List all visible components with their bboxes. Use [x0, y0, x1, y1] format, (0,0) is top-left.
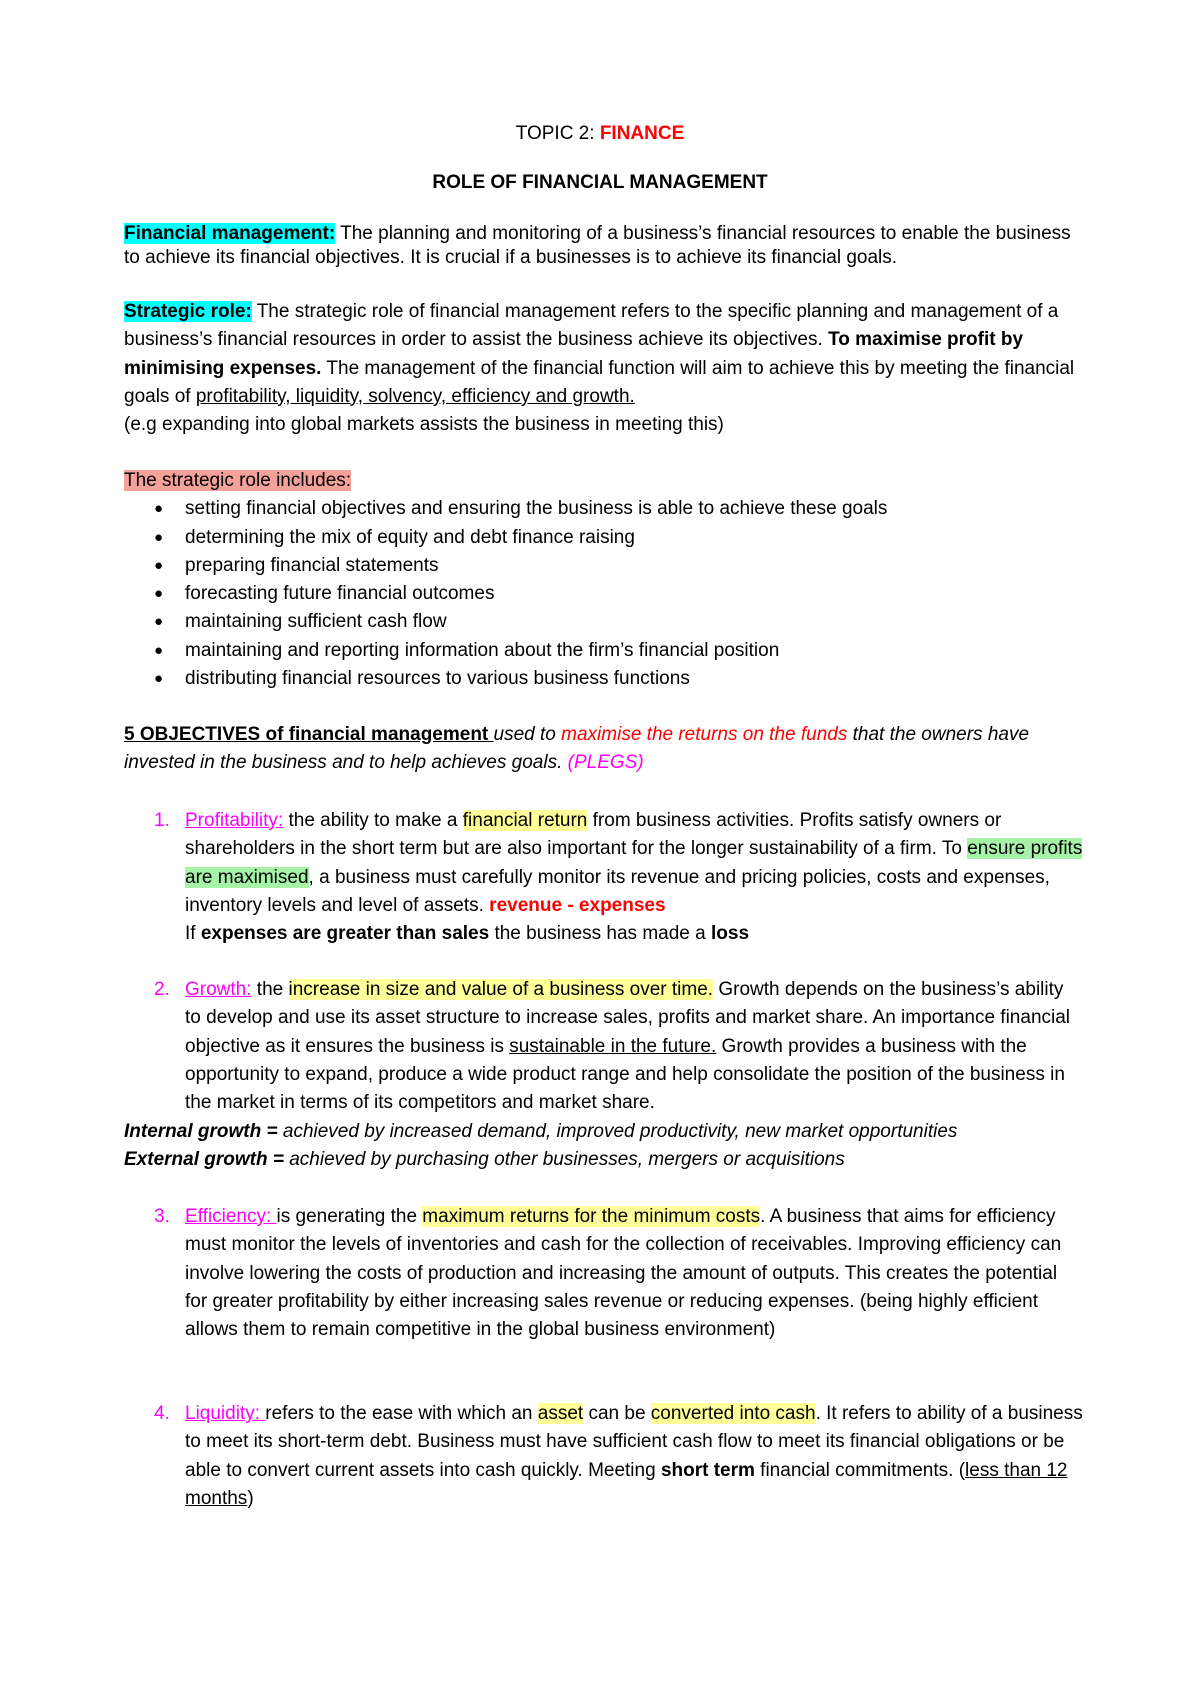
internal-growth-label: Internal growth = [124, 1121, 278, 1142]
bullet-icon: ● [154, 585, 164, 603]
external-growth-text: achieved by purchasing other businesses, mergers or acquisitions [283, 1149, 845, 1171]
topic-title [0, 123, 1200, 145]
bullet-icon: ● [154, 528, 164, 546]
list-item [124, 637, 1084, 665]
strategic-role-label: Strategic role: [124, 301, 252, 322]
objective-label: Growth: [185, 979, 252, 1000]
bold-short-term: short term [660, 1459, 755, 1481]
objective-number: 3. [154, 1206, 170, 1227]
underline-text: sustainable in the future. [509, 1035, 717, 1057]
internal-growth-text: achieved by increased demand, improved productivity, new market opportunities [277, 1121, 958, 1142]
definition-label: Financial management: [124, 223, 336, 244]
highlight-text: financial return [462, 810, 588, 831]
text-loss: loss [711, 923, 750, 945]
bullet-icon: ● [154, 641, 164, 659]
text-b: from business activities. Profits satisfy owners or shareholders in the short term but are also important for the longer sustainability of a firm. To [185, 810, 1002, 860]
strategic-text-1: The strategic role of financial management refers to the specific planning and management of a business’s financial resources in order to assist the business achieve its objectives. [124, 301, 1059, 351]
strategic-goals: profitability, liquidity, solvency, efficiency and growth. [195, 385, 635, 407]
text-d-bold: expenses are greater than sales [200, 923, 490, 945]
growth-types [124, 1118, 1084, 1175]
list-item-text: forecasting future financial outcomes [185, 583, 495, 605]
plegs-acronym: (PLEGS) [567, 752, 644, 774]
list-item-text: preparing financial statements [185, 554, 439, 576]
underline-months: less than 12 months [185, 1459, 1068, 1509]
strategic-example: (e.g expanding into global markets assists the business in meeting this) [124, 414, 724, 436]
list-item [124, 580, 1084, 608]
list-item-text: determining the mix of equity and debt finance raising [185, 526, 635, 548]
objective-efficiency [124, 1203, 1084, 1344]
includes-label: The strategic role includes: [124, 470, 352, 491]
text-b: can be [583, 1403, 651, 1424]
bullet-icon: ● [154, 613, 164, 631]
text-a: the [251, 979, 289, 1000]
list-item-text: maintaining sufficient cash flow [185, 611, 447, 633]
text-c: , a business must carefully monitor its revenue and pricing policies, costs and expenses, inventory levels and level of assets. [185, 866, 1050, 916]
external-growth-label: External growth = [124, 1149, 284, 1171]
section-title: ROLE OF FINANCIAL MANAGEMENT [432, 172, 768, 193]
list-item [124, 524, 1084, 552]
objective-growth [124, 976, 1084, 1117]
text-e: ) [247, 1487, 254, 1509]
definition-text: The planning and monitoring of a business’s financial resources to enable the business to achieve its financial objectives. It is crucial if a businesses is to achieve its financial goals. [124, 223, 1071, 268]
includes-list [124, 495, 1084, 693]
objective-liquidity [124, 1400, 1084, 1513]
objectives-text-1: used to [493, 724, 562, 745]
strategic-role-paragraph [124, 298, 1084, 439]
strategic-text-2: The management of the financial function will aim to achieve this by meeting the financial goals of [124, 357, 1075, 407]
list-item-text: setting financial objectives and ensuring the business is able to achieve these goals [185, 498, 888, 520]
highlight-asset: asset [537, 1403, 584, 1424]
text-a: refers to the ease with which an [265, 1403, 538, 1424]
bullet-icon: ● [154, 556, 164, 574]
topic-prefix: TOPIC 2: [515, 123, 600, 144]
list-item [124, 665, 1084, 693]
objectives-text-2: that the owners have invested in the business and to help achieves goals. [124, 724, 1030, 774]
text-b: Growth depends on the business’s ability to develop and use its asset structure to increase sales, profits and market share. An importance financial objective as it ensures the business is [185, 979, 1071, 1057]
objective-label: Liquidity: [185, 1403, 266, 1424]
list-item [124, 495, 1084, 523]
objective-number: 1. [154, 810, 170, 831]
profit-formula: revenue - expenses [489, 894, 666, 916]
objective-number: 2. [154, 979, 170, 1000]
bullet-icon: ● [154, 500, 164, 518]
external-growth [124, 1146, 1084, 1174]
text-b: . A business that aims for efficiency must monitor the levels of inventories and cash for the collection of receivables. Improving efficiency can involve lowering the costs of production and increasing the amount of outputs. This creates the potential for greater profitability by either increasing sales revenue or reducing expenses. (being highly efficient allows them to remain competitive in the global business environment) [185, 1206, 1062, 1341]
strategic-role-includes [124, 467, 1084, 693]
text-a: the ability to make a [283, 810, 463, 831]
objective-label: Profitability: [185, 810, 284, 831]
objective-profitability [124, 807, 1084, 948]
list-item [124, 552, 1084, 580]
objective-label: Efficiency: [185, 1206, 277, 1227]
text-d: financial commitments. ( [754, 1459, 966, 1481]
objective-number: 4. [154, 1403, 170, 1424]
financial-management-definition [124, 222, 1084, 270]
list-item [124, 608, 1084, 636]
text-d2: the business has made a [489, 923, 711, 945]
objectives-intro [124, 721, 1084, 778]
objectives-red-text: maximise the returns on the funds [561, 724, 848, 745]
highlight-text: increase in size and value of a business over time. [288, 979, 714, 1000]
list-item-text: maintaining and reporting information about the firm’s financial position [185, 639, 780, 661]
text-a: is generating the [276, 1206, 423, 1227]
strategic-bold: To maximise profit by minimising expenses. [124, 329, 1024, 379]
bullet-icon: ● [154, 670, 164, 688]
internal-growth [124, 1118, 1084, 1146]
text-c: . It refers to ability of a business to meet its short-term debt. Business must have sufficient cash flow to meet its financial obligations or be able to convert current assets into cash quickly. Meeting [185, 1403, 1083, 1481]
text-d1: If [185, 923, 201, 945]
objectives-heading: 5 OBJECTIVES of financial management [124, 724, 494, 745]
highlight-cash: converted into cash [650, 1403, 816, 1424]
text-c: Growth provides a business with the opportunity to expand, produce a wide product range and help consolidate the position of the business in the market in terms of its competitors and market share. [185, 1035, 1065, 1114]
highlight-text: maximum returns for the minimum costs [422, 1206, 761, 1227]
highlight-green-text: ensure profits are maximised [185, 838, 1083, 888]
list-item-text: distributing financial resources to various business functions [185, 668, 690, 690]
topic-name: FINANCE [599, 123, 685, 144]
